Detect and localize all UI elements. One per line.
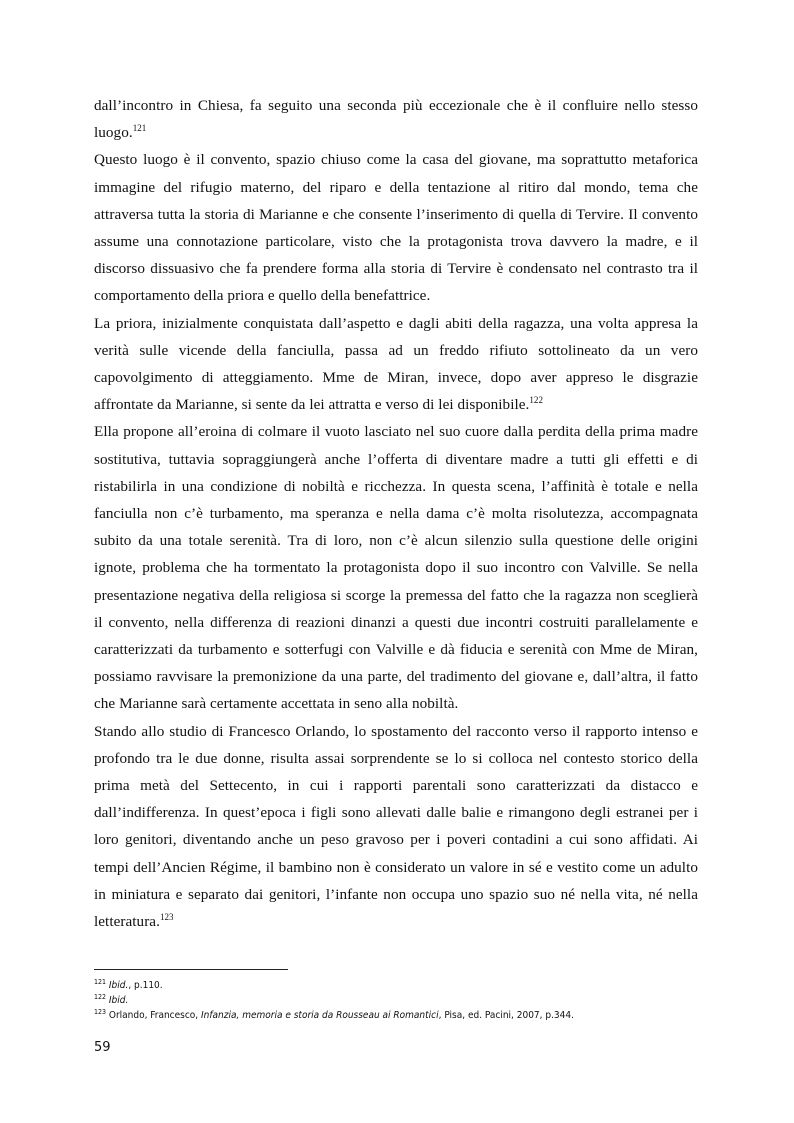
footnote-text: Orlando, Francesco, [108,1010,202,1021]
footnote-italic: Ibid. [108,995,129,1006]
footnote-italic: Ibid. [108,980,129,991]
footnote-123 [94,1008,714,1023]
footnote-italic: Infanzia, memoria e storia da Rousseau ai Romantici [201,1010,439,1021]
page-number: 59 [94,1040,111,1055]
body-text [94,92,698,935]
paragraph-5: Stando allo studio di Francesco Orlando, lo spostamento del racconto verso il rapporto intenso e profondo tra le due donne, risulta assai sorprendente se lo si colloca nel contesto storico della prima metà del Settecento, in cui i rapporti parentali sono caratterizzati da distacco e dall’indifferenza. In quest’epoca i figli sono allevati dalle balie e rimangono degli estranei per i loro genitori, diventando anche un peso gravoso per i poveri contadini a cui sono affidati. Ai tempi dell’Ancien Régime, il bambino non è considerato un valore in sé e vestito come un adulto in miniatura e separato dai genitori, l’infante non occupa uno spazio suo né nella vita, né nella letteratura.$^{123}$ [94,722,698,931]
paragraph-1: dall’incontro in Chiesa, fa seguito una seconda più eccezionale che è il confluire nello stesso luogo.$^{121}$ [94,97,698,142]
paragraph-4: Ella propone all’eroina di colmare il vuoto lasciato nel suo cuore dalla perdita della prima madre sostitutiva, tuttavia sopraggiungerà anche l’offerta di diventare madre a tutti gli effetti e di ristabilirla in una condizione di nobiltà e ricchezza. In questa scena, l’affinità è totale e nella fanciulla non c’è turbamento, ma speranza e nella dama c’è molta risolutezza, accompagnata subito da una totale serenità. Tra di loro, non c’è alcun silenzio sulla questione delle origini ignote, problema che ha tormentato la protagonista dopo il suo incontro con Valville. Se nella presentazione negativa della religiosa si scorge la premessa del fatto che la ragazza non sceglierà il convento, nella differenza di reazioni dinanzi a questi due incontri costruiti parallelamente e caratterizzati da turbamento e sotterfugi con Valville e dà fiducia e serenità con Mme de Miran, possiamo ravvisare la premonizione da una parte, del tradimento del giovane e, dall’altra, il fatto che Marianne sarà certamente accettata in seno alla nobiltà. [94,423,698,713]
footnote-121 [94,978,714,993]
footnote-number: 121 [94,978,107,986]
footnote-122 [94,993,714,1008]
footnote-text: , p.110. [128,980,163,991]
paragraph-2: Questo luogo è il convento, spazio chiuso come la casa del giovane, ma soprattutto metaforica immagine del rifugio materno, del riparo e della tentazione al ritiro dal mondo, tema che attraversa tutta la storia di Marianne e che consente l’inserimento di quella di Tervire. Il convento assume una connotazione particolare, visto che la protagonista trova davvero la madre, e il discorso dissuasivo che fa prendere forma alla storia di Tervire è condensato nel contrasto tra il comportamento della priora e quello della benefattrice. [94,151,698,305]
footnote-separator [94,969,288,970]
footnotes [94,978,714,1023]
footnote-ref-123: 123 [159,912,174,923]
footnote-ref-121: 121 [132,123,147,134]
footnote-text: , Pisa, ed. Pacini, 2007, p.344. [438,1010,574,1021]
footnote-number: 122 [94,993,107,1001]
footnote-number: 123 [94,1008,107,1016]
footnote-ref-122: 122 [529,395,544,406]
paragraph-3: La priora, inizialmente conquistata dall’aspetto e dagli abiti della ragazza, una volta appresa la verità sulle vicende della fanciulla, passa ad un freddo rifiuto sottolineato da un vero capovolgimento di atteggiamento. Mme de Miran, invece, dopo aver appreso le disgrazie affrontate da Marianne, si sente da lei attratta e verso di lei disponibile.$^{122}$ [94,314,698,414]
